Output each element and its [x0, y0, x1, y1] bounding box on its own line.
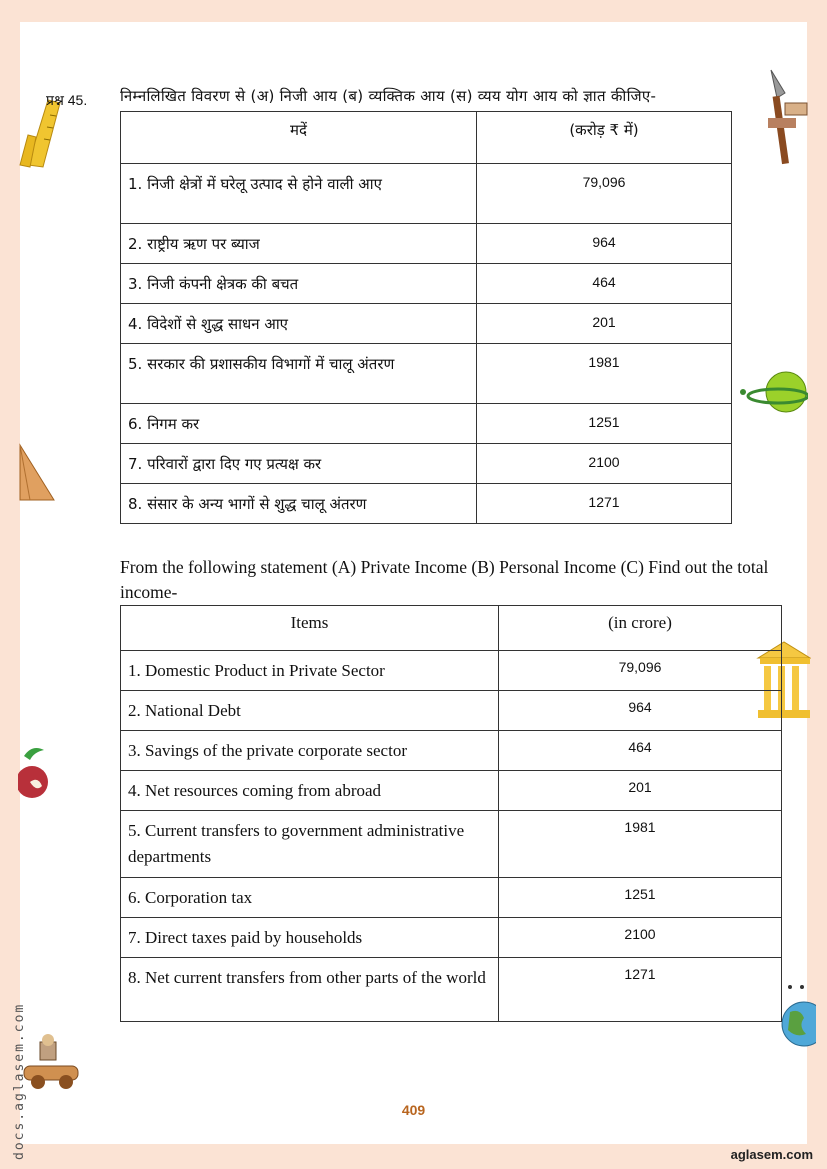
question-number: प्रश्न 45.	[46, 92, 88, 108]
table-row	[121, 958, 782, 1022]
row-item: 2. National Debt	[121, 691, 499, 731]
apple-icon	[18, 742, 54, 808]
row-item: 5. Current transfers to government administrative departments	[121, 811, 499, 878]
row-value: 79,096	[477, 164, 732, 224]
cannon-icon	[18, 1032, 83, 1092]
row-item: 7. परिवारों द्वारा दिए गए प्रत्यक्ष कर	[121, 444, 477, 484]
table-row	[121, 878, 782, 918]
column-header-items: Items	[121, 606, 499, 651]
table-row	[121, 264, 732, 304]
row-item: 7. Direct taxes paid by households	[121, 918, 499, 958]
row-item: 6. निगम कर	[121, 404, 477, 444]
row-value: 1251	[477, 404, 732, 444]
table-row	[121, 771, 782, 811]
page-number: 409	[401, 1102, 426, 1118]
row-value: 201	[477, 304, 732, 344]
table-row	[121, 344, 732, 404]
row-value: 1271	[477, 484, 732, 524]
table-row	[121, 164, 732, 224]
table-header-row	[121, 606, 782, 651]
row-item: 8. संसार के अन्य भागों से शुद्ध चालू अंतरण	[121, 484, 477, 524]
hindi-data-table	[120, 111, 732, 524]
row-item: 4. Net resources coming from abroad	[121, 771, 499, 811]
shovel-icon	[763, 68, 813, 168]
table-row	[121, 304, 732, 344]
row-value: 201	[499, 771, 782, 811]
row-value: 1271	[499, 958, 782, 1022]
row-item: 8. Net current transfers from other parts of the world	[121, 958, 499, 1022]
row-value: 964	[499, 691, 782, 731]
row-value: 2100	[477, 444, 732, 484]
table-row	[121, 918, 782, 958]
table-row	[121, 404, 732, 444]
row-value: 464	[477, 264, 732, 304]
row-item: 3. निजी कंपनी क्षेत्रक की बचत	[121, 264, 477, 304]
row-item: 5. सरकार की प्रशासकीय विभागों में चालू अंतरण	[121, 344, 477, 404]
row-item: 1. निजी क्षेत्रों में घरेलू उत्पाद से होने वाली आए	[121, 164, 477, 224]
row-value: 1251	[499, 878, 782, 918]
row-item: 4. विदेशों से शुद्ध साधन आए	[121, 304, 477, 344]
column-header-value: (करोड़ ₹ में)	[477, 112, 732, 164]
globe-icon	[776, 982, 816, 1052]
column-header-value: (in crore)	[499, 606, 782, 651]
table-row	[121, 651, 782, 691]
english-data-table	[120, 605, 782, 1022]
planet-icon	[738, 368, 808, 416]
table-header-row	[121, 112, 732, 164]
row-value: 79,096	[499, 651, 782, 691]
row-item: 1. Domestic Product in Private Sector	[121, 651, 499, 691]
brand-link[interactable]: aglasem.com	[730, 1147, 813, 1162]
table-row	[121, 691, 782, 731]
table-row	[121, 444, 732, 484]
table-row	[121, 731, 782, 771]
row-value: 964	[477, 224, 732, 264]
column-header-items: मदें	[121, 112, 477, 164]
question-text-hindi: निम्नलिखित विवरण से (अ) निजी आय (ब) व्यक्तिक आय (स) व्यय योग आय को ज्ञात कीजिए-	[120, 87, 657, 105]
question-text-english: From the following statement (A) Private Income (B) Personal Income (C) Find out the total income-	[120, 557, 769, 602]
row-value: 464	[499, 731, 782, 771]
table-row	[121, 484, 732, 524]
side-watermark: docs.aglasem.com	[12, 1002, 27, 1160]
row-value: 2100	[499, 918, 782, 958]
pyramid-icon	[18, 440, 58, 502]
row-item: 6. Corporation tax	[121, 878, 499, 918]
row-value: 1981	[477, 344, 732, 404]
table-row	[121, 811, 782, 878]
row-value: 1981	[499, 811, 782, 878]
row-item: 2. राष्ट्रीय ऋण पर ब्याज	[121, 224, 477, 264]
table-row	[121, 224, 732, 264]
row-item: 3. Savings of the private corporate sector	[121, 731, 499, 771]
